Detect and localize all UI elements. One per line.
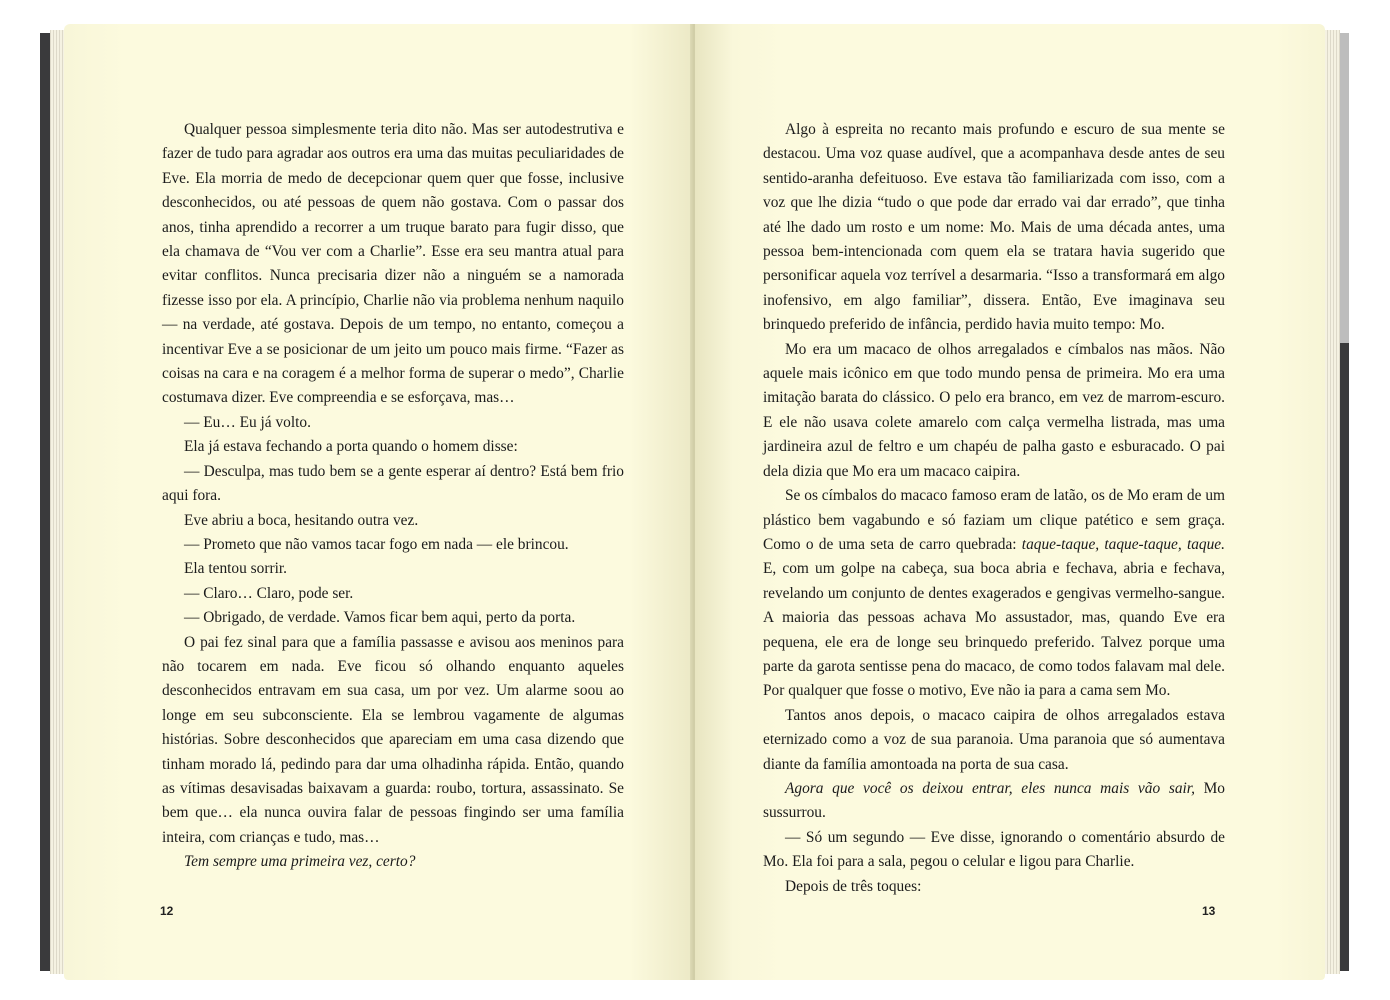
right-page (695, 24, 1325, 980)
paragraph: Depois de três toques: (785, 877, 922, 895)
paragraph: — Claro… Claro, pode ser. (184, 584, 354, 602)
book-spine-right-bottom (1340, 343, 1349, 971)
paragraph: — Prometo que não vamos tacar fogo em nada — ele brincou. (184, 535, 569, 553)
paragraph: Ela tentou sorrir. (184, 560, 288, 578)
page-number-left: 12 (160, 904, 174, 918)
paragraph: — Obrigado, de verdade. Vamos ficar bem aqui, perto da porta. (184, 609, 576, 627)
left-page-text (162, 118, 624, 875)
paragraph: Qualquer pessoa simplesmente teria dito não. Mas ser autodestrutiva e fazer de tudo para agradar aos outros era uma das muitas peculiaridades de Eve. Ela morria de medo de decepcionar quem quer que fosse, inclusive desconhecidos, ou até pessoas de quem não gostava. Com o passar dos anos, tinha aprendido a recorrer a um truque barato para fugir disso, que ela chamava de “Vou ver com a Charlie”. Esse era seu mantra atual para evitar conflitos. Nunca precisaria dizer não a ninguém se a namorada fizesse isso por ela. A princípio, Charlie não via problema nenhum naquilo — na verdade, até gostava. Depois de um tempo, no entanto, começou a incentivar Eve a se posicionar de um jeito um pouco mais firme. “Fazer as coisas na cara e na coragem é a melhor forma de superar o medo”, Charlie costumava dizer. Eve compreendia e se esforçava, mas… (162, 121, 624, 407)
paragraph: Tantos anos depois, o macaco caipira de olhos arregalados estava eternizado como a voz de sua paranoia. Uma paranoia que só aumentava diante da família amontoada na porta de sua casa. (763, 706, 1225, 773)
book-spine-right-top (1340, 33, 1349, 343)
paragraph: Mo era um macaco de olhos arregalados e címbalos nas mãos. Não aquele mais icônico em que todo mundo pensa de primeira. Mo era uma imitação barata do clássico. O pelo era branco, em vez de marrom-escuro. E ele não usava colete amarelo com calça vermelha listrada, mas uma jardineira azul de feltro e um chapéu de palha gasto e esburacado. O pai dela dizia que Mo era um macaco caipira. (763, 340, 1225, 480)
italic-thought: Tem sempre uma primeira vez, certo? (184, 853, 416, 871)
page-number-right: 13 (1202, 904, 1216, 918)
paragraph: O pai fez sinal para que a família passasse e avisou aos meninos para não tocarem em nada. Eve ficou só olhando enquanto aqueles desconhecidos entravam em sua casa, um por vez. Um alarme soou ao longe em seu subconsciente. Ela se lembrou vagamente de algumas histórias. Sobre desconhecidos que apareciam em uma casa dizendo que tinham morado lá, pedindo para dar uma olhadinha rápida. Então, quando as vítimas desavisadas baixavam a guarda: roubo, tortura, assassinato. Se bem que… ela nunca ouvira falar de pessoas fingindo ser uma família inteira, com crianças e tudo, mas… (162, 633, 624, 846)
left-page (64, 24, 692, 980)
paragraph: Ela já estava fechando a porta quando o homem disse: (184, 438, 518, 456)
paragraph: Algo à espreita no recanto mais profundo e escuro de sua mente se destacou. Uma voz quase audível, que a acompanhava desde antes de seu sentido-aranha defeituoso. Eve estava tão familiarizada com isso, com a voz que lhe dizia “tudo o que pode dar errado vai dar errado”, que tinha até lhe dado um rosto e um nome: Mo. Mais de uma década antes, uma pessoa bem-intencionada com quem ela se tratara havia sugerido que personificar aquela voz terrível a desarmaria. “Isso a transformará em algo inofensivo, em algo familiar”, dissera. Então, Eve imaginava seu brinquedo preferido de infância, perdido havia muito tempo: Mo. (763, 121, 1225, 334)
right-page-text (763, 118, 1225, 899)
paragraph: — Desculpa, mas tudo bem se a gente esperar aí dentro? Está bem frio aqui fora. (162, 462, 624, 505)
paragraph: — Só um segundo — Eve disse, ignorando o comentário absurdo de Mo. Ela foi para a sala, pegou o celular e ligou para Charlie. (763, 828, 1225, 871)
book-spine-left (40, 33, 50, 971)
paragraph: Eve abriu a boca, hesitando outra vez. (184, 511, 419, 529)
cymbal-paragraph: Se os címbalos do macaco famoso eram de latão, os de Mo eram de um plástico bem vagabundo e só faziam um clique patético e sem graça. Como o de uma seta de carro quebrada: taque-taque, taque-taque, taque. E, com um golpe na cabeça, sua boca abria e fechava, abria e fechava, revelando um conjunto de dentes exagerados e gengivas vermelho-sangue. A maioria das pessoas achava Mo assustador, mas, quando Eve era pequena, ele era de longe seu brinquedo preferido. Talvez porque uma parte da garota sentisse pena do macaco, de como todos falavam mal dele. Por qualquer que fosse o motivo, Eve não ia para a cama sem Mo. (763, 487, 1225, 700)
mo-whisper: Agora que você os deixou entrar, eles nunca mais vão sair, Mo sussurrou. (763, 779, 1225, 822)
paragraph: — Eu… Eu já volto. (184, 413, 311, 431)
